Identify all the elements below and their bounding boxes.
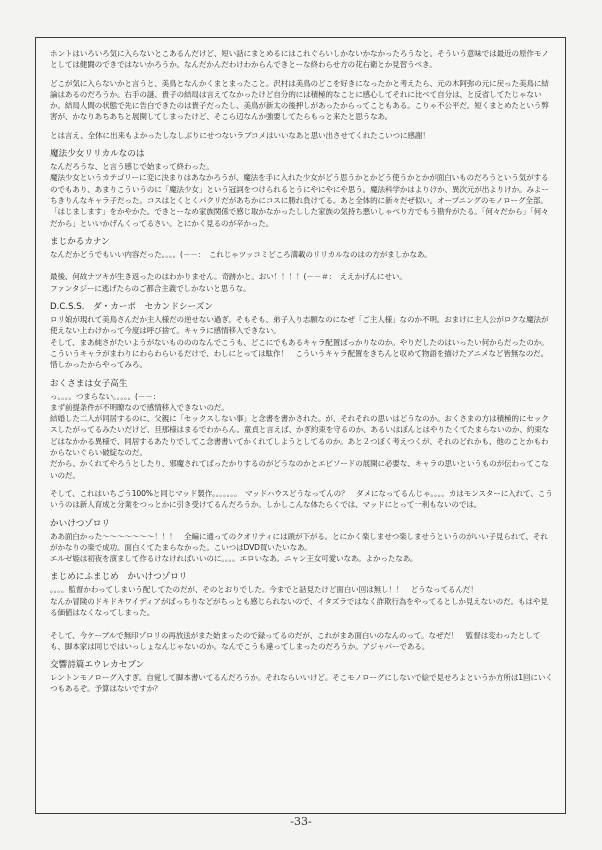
review-section: [50, 378, 555, 481]
section-title: まじかるカナン: [50, 236, 110, 247]
review-section: [50, 148, 555, 229]
section-body: 。。。。監督かわってしまいう配してたのだが、そのとおりでした。今までと話見たけど面白い回は無し！！ どうなってるんだ！ なんか冒険のドキドキワイディアがばっちりなどがちっとも感じられないので、イタズラではなく詐欺行為をやってるとしか見えないのだ。もはや見る価値はなくなってしまった。 そして、今ケーブルで無印ゾロリの再放送がまた始まったので録ってるのだが、これがまあ面白いのなんのって。なぜだ！ 監督は変わったとしても、脚本家は同じではいっしょなんじゃないのか。なんでこうも違ってしまったのだろうか。アジャパーである。: [50, 585, 548, 651]
page-frame: [35, 37, 566, 814]
section-body: なんだかどうでもいい内容だった。。。。(－－： これじゃツッコミどころ満載のリリカルなのはの方がましかなあ。 最後、何故ナツキが生き返ったのはわかりません。奇跡かと。おい！！！！(－－＃： ええかげんにせい。 ファンタジーに逃げたらのご都合主義でしかないと思うな。: [50, 249, 432, 293]
review-section: [50, 236, 555, 294]
intro-paragraph: とは言え、全体に出来もよかったしなしぶりにせつないラブコメはいいなあと思い出させてくれたこいつに感謝！: [50, 130, 430, 140]
intro-paragraph: どこが気に入らないかと言うと、美鳥となんかくまとまったこと。沢村は美鳥のどこを好きになったかと考えたら、元の木阿弥の元に戻った美鳥に結論はあるのだろうか。右手の謎、貴子の結局は言えてなかったけど自分的には積極的なことに感心してそれに比べて自分は、と反省してたじゃないか。結局人間の状態で先に告白できたのは貴子だったし、美鳥が新太の後押しがあったからってこともある。こりゃ不公平だ。短くまとめたという弊害が、かなりあちあちと展開してしまったけど、そこら辺なんか強要してたらもっと来たと思うなあ。: [50, 78, 549, 122]
section-title: まじめにふまじめ かいけつゾロリ: [50, 572, 188, 583]
section-title: おくさまは女子高生: [50, 378, 128, 389]
section-body: っ。。。。つまらない。。。。。(－－： まず前提条件が不明瞭なので感情移入できないのだ。 結婚した二人が同居するのに、父親に「セックスしない事」と念書を書かされた。が、それそれの思いはどうなのか。おくさまの方は積極的にセックスしたがってるみたいだけど、旦那様はまるでわからん。童貞と言えば、かぎ約束を守るのか、あるいはぼんとはやりたくてたまらないのか、約束などはなかかる異様で、同居するあたりでしてこ念書書いてかくれてしようとしてるのか。あと２つぼく考えつくが、それのどれかも、他のことかもわからないぐらい破綻なのだ。 だから、かくれてやろうとしたり、邪魔されてばったかりするのがどうなのかとエピソードの展開に必要な、キャラの思いというものが伝わってこないのだ。: [50, 391, 550, 480]
intro-paragraph: ホントはいろいろ気に入らないとこあるんだけど、短い話にまとめるにはこれぐらいしかないかなかったろうなと。そういう意味では最近の原作モノとしては健闘のできではないかろうか。なんだかんだわけわからんできとーな終わらせ方の花右衛とか見習うべき。: [50, 49, 549, 70]
section-body: なんだろうな、と言う感じで始まって終わった。 魔法少女というカテゴリーに変に決まりはあなかろうが、魔法を手に入れた少女がどう思うかとかどう使うかとかが面白いものだろうという気がするのでもあり、あまりこういうのに「魔法少女」という冠詞をつけられるとうにやにやにや思う。魔法科学かはよりけか、異次元が出よりけか。みよーちきりんなキャラ子だった。コスはとくとくパクリだがあちかにコスに勝れ負けてる。あと全体的に新々だぜ似い。オープニングのモノローグ全部。「はじまします」をかやかた。できとーなめ家族関係で感じ取かなかったしした家族の気持ち悪いしゃべり方でもう勘弁がたる。「何々だから」「何々だから」といいかげんくってるさい。とにかく見るのが辛かった。: [50, 162, 549, 228]
review-section: [50, 659, 555, 695]
section-body: ああ面白かった～～～～～～～！！！ 全編に通ってのクオリティには頭が下がる。とにかく楽しませつ楽しませうというのがいい子見られて、それがかなりの楽で成功。面白くてたまらなかった。こいつはDVD買いたいなあ。 エルゼ姫は初夜を演まして作るけなければいいのに。。。。エロいなあ。ニャン王女可愛いなあ。よかったなあ。: [50, 531, 548, 564]
section-body: レントンモノローグ入すぎ。自覚して脚本書いてるんだろうか。それならいいけど。そこモノローグにしないで絵で見せろよというか方所は1回にいくつもあるぞ。予算はないですか？: [50, 673, 553, 694]
review-section: [50, 488, 555, 511]
review-section: [50, 518, 555, 565]
section-title: D.C.S.S. ダ・カーポ セカンドシーズン: [50, 302, 213, 313]
section-title: 交響詩篇エウレカセブン: [50, 660, 145, 671]
section-body: ロリ娘が現れて美鳥さんだか主人様だの逆せない過ぎ。そもそも、弟子入り志願なのになぜ「ご主人様」なのか不明。おまけに主人公がロクな魔法が使えない上わけかって今度は呼び捨て。キャラに感情移入できない。 そして、まあ純さがたいようがないものののなんでこうも、どこにでもあるキャラ配置ばっかりなのか。やりだしたのはいったい何からだったのか。 こういうキャラがまわりにわらわらいるだけで、わしにとっては駄作！ こういうキャラ配置をきちんと収めて物語を描けたアニメなど皆無なのだ。 惜しかったからやってみろ。: [50, 315, 549, 370]
page-number: -33-: [290, 815, 312, 828]
review-text-body: [50, 48, 555, 805]
review-section: [50, 301, 555, 370]
section-title: かいけつゾロリ: [50, 518, 110, 529]
section-body: そして、これはいちごう100%と同じマッド製作。。。。。。。 マッドハウスどうなってんの？ ダメになってるんじゃ。。。。カはモンスターに入れて、こういうのは新人育成と分業をつっとかに引き受けてるんだろうか。しかしこんな体たらくでは、マッドにとって一利もないのでは。: [50, 488, 553, 510]
section-title: 魔法少女リリカルなのは: [50, 149, 145, 160]
review-section: [50, 571, 555, 652]
